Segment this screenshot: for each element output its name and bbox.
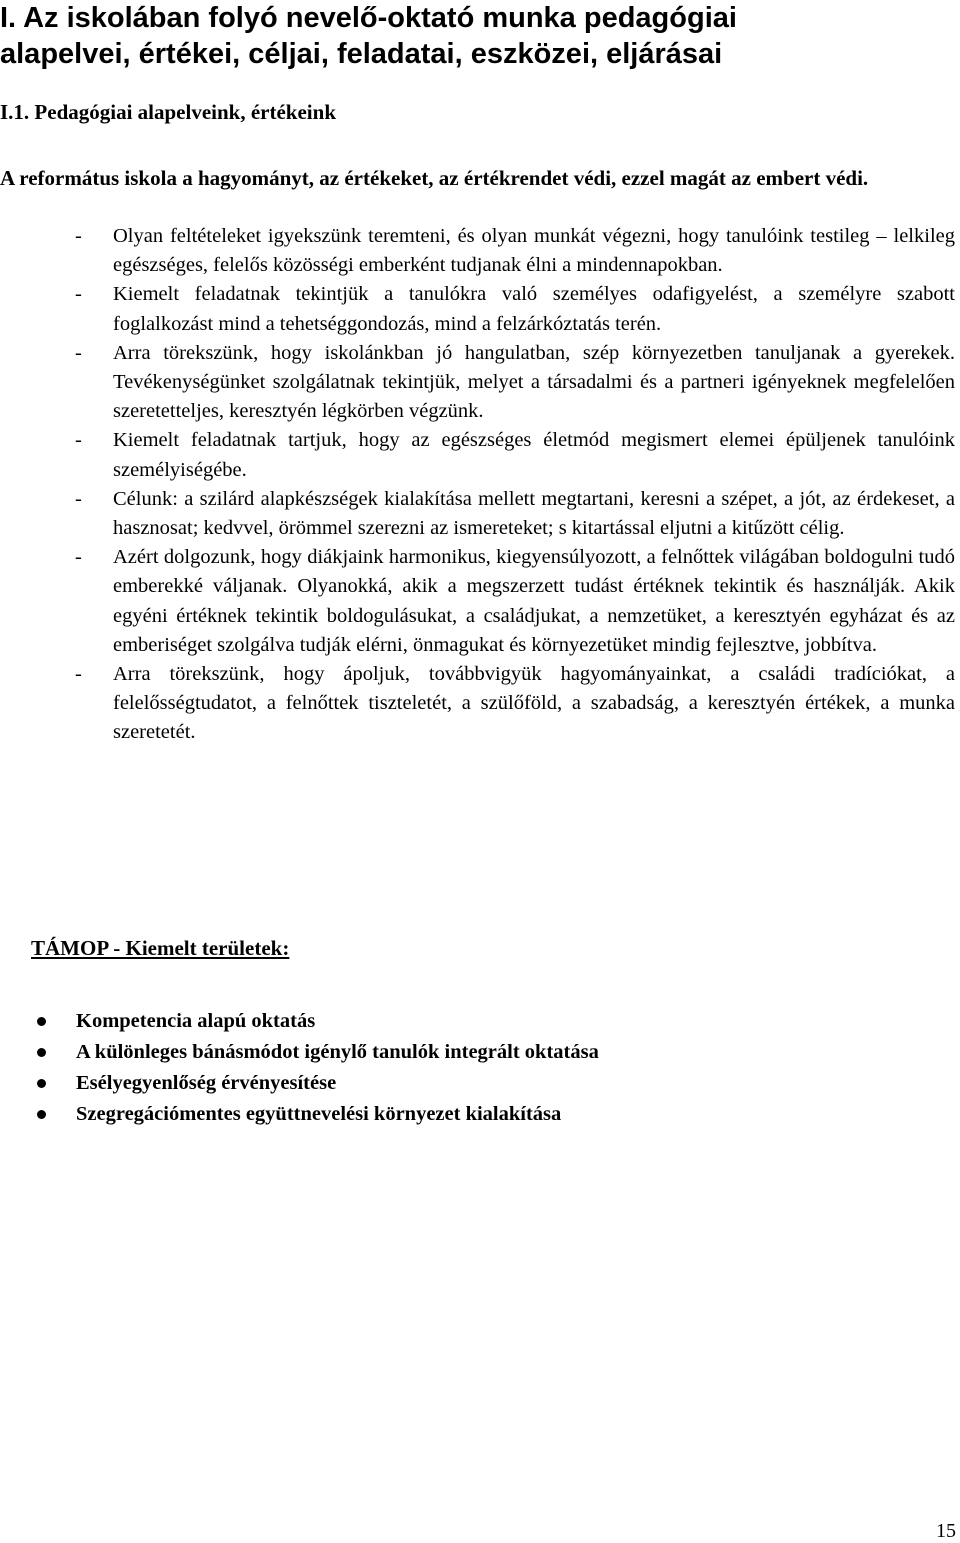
bullet-icon bbox=[37, 1048, 46, 1057]
principle-text: Olyan feltételeket igyekszünk teremteni, és olyan munkát végezni, hogy tanulóink testileg – lelkileg egészséges, felelős közösségi emberként tudjanak élni a mindennapokban. bbox=[113, 225, 955, 277]
principle-item bbox=[0, 485, 955, 543]
tamop-item-text: A különleges bánásmódot igénylő tanulók integrált oktatása bbox=[76, 1041, 599, 1063]
principle-text: Célunk: a szilárd alapkészségek kialakítása mellett megtartani, keresni a szépet, a jót, az érdekeset, a hasznosat; kedvvel, örömmel szerezni az ismereteket; s kitartással eljutni a kitűzött célig. bbox=[113, 487, 955, 540]
section-heading bbox=[0, 0, 960, 72]
principle-item bbox=[0, 339, 955, 427]
subsection-heading: I.1. Pedagógiai alapelveink, értékeink bbox=[0, 100, 336, 124]
principle-item bbox=[0, 222, 955, 280]
principle-item bbox=[0, 543, 955, 660]
tamop-priority-list bbox=[0, 1006, 599, 1130]
principles-list bbox=[0, 222, 960, 748]
tamop-list-item bbox=[0, 1037, 599, 1068]
tamop-item-text: Szegregációmentes együttnevelési környezet kialakítása bbox=[76, 1103, 562, 1125]
intro-paragraph: A református iskola a hagyományt, az értékeket, az értékrendet védi, ezzel magát az embert védi. bbox=[0, 166, 869, 190]
tamop-item-text: Kompetencia alapú oktatás bbox=[76, 1010, 316, 1032]
bullet-icon bbox=[37, 1017, 46, 1026]
principle-text: Arra törekszünk, hogy ápoljuk, továbbvigyük hagyományainkat, a családi tradíciókat, a felelősségtudatot, a felnőttek tiszteletét, a szülőföld, a szabadság, a keresztyén értékek, a munka szeretetét. bbox=[113, 663, 955, 744]
dash-marker: - bbox=[75, 225, 82, 247]
principle-text: Kiemelt feladatnak tartjuk, hogy az egészséges életmód megismert elemei épüljenek tanulóink személyiségébe. bbox=[113, 429, 955, 481]
page-number: 15 bbox=[936, 1520, 956, 1542]
section-heading-line-1: I. Az iskolában folyó nevelő-oktató munka pedagógiai bbox=[0, 2, 737, 34]
principle-item bbox=[0, 280, 955, 338]
dash-marker: - bbox=[75, 429, 82, 452]
principle-text: Kiemelt feladatnak tekintjük a tanulókra való személyes odafigyelést, a személyre szabott foglalkozást mind a tehetséggondozás, mind a felzárkóztatás terén. bbox=[113, 283, 955, 335]
tamop-list-item bbox=[0, 1006, 599, 1037]
dash-marker: - bbox=[75, 663, 82, 686]
bullet-icon bbox=[37, 1110, 46, 1119]
tamop-list-item bbox=[0, 1068, 599, 1099]
dash-marker: - bbox=[75, 341, 82, 364]
principle-item bbox=[0, 660, 955, 748]
principle-text: Arra törekszünk, hogy iskolánkban jó hangulatban, szép környezetben tanuljanak a gyerekek. Tevékenységünket szolgálatnak tekintjük, melyet a társadalmi és a partneri igényeknek megfelelően szeretetteljes, keresztyén légkörben végzünk. bbox=[113, 341, 955, 423]
tamop-heading: TÁMOP - Kiemelt területek: bbox=[31, 936, 290, 960]
bullet-icon bbox=[37, 1079, 46, 1088]
tamop-item-text: Esélyegyenlőség érvényesítése bbox=[76, 1072, 337, 1094]
dash-marker: - bbox=[75, 487, 82, 510]
dash-marker: - bbox=[75, 546, 82, 569]
section-heading-line-2: alapelvei, értékei, céljai, feladatai, eszközei, eljárásai bbox=[0, 38, 723, 70]
principle-text: Azért dolgozunk, hogy diákjaink harmonikus, kiegyensúlyozott, a felnőttek világában boldogulni tudó emberekké váljanak. Olyanokká, akik a megszerzett tudást értéknek tekintik és használják. Akik egyéni értéknek tekintik boldogulásukat, a családjukat, a nemzetüket, a keresztyén egyházat és az emberiséget szolgálva tudják elérni, önmagukat és környezetüket mindig fejlesztve, jobbítva. bbox=[113, 546, 955, 656]
tamop-list-item bbox=[0, 1099, 599, 1130]
dash-marker: - bbox=[75, 283, 82, 306]
principle-item bbox=[0, 426, 955, 484]
